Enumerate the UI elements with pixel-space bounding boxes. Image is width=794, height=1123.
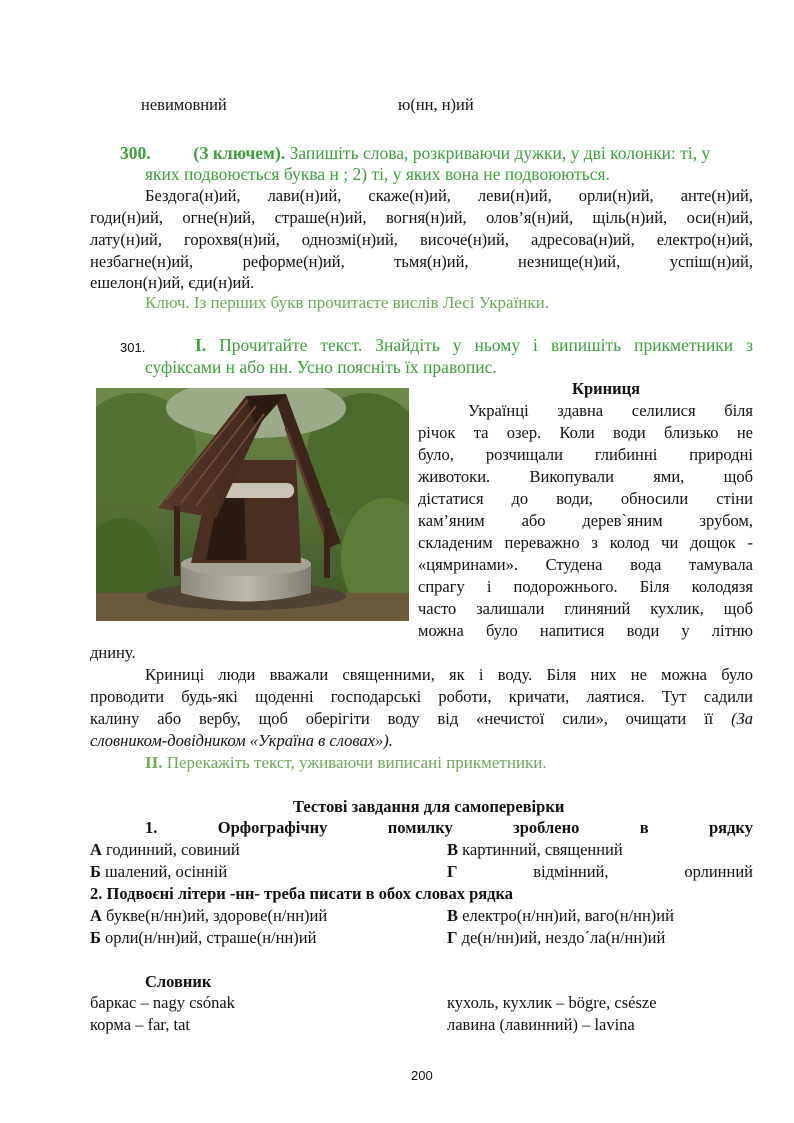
test-q1-option-g <box>447 862 753 882</box>
tests-title: Тестові завдання для самоперевірки <box>293 797 565 816</box>
word-nevymovnyi: невимовний <box>141 95 227 114</box>
test-q2-option-g-letter: Г <box>447 928 458 947</box>
glossary-entry-kukhol: кухоль, кухлик – bögre, csésze <box>447 993 657 1012</box>
test-q1-option-v-text: картинний, священний <box>462 840 623 859</box>
test-q2-option-b <box>90 928 430 948</box>
exercise-300-words-line3: лату(н)ий, горохвя(н)ий, однозмі(н)ий, височе(н)ий, адресова(н)ий, електро(н)ий, <box>90 230 753 249</box>
test-q1-word1: Орфографічну <box>217 818 328 837</box>
test-q1-option-b-letter: Б <box>90 862 101 881</box>
exercise-300-words-line5: ешелон(н)ий, єди(н)ий. <box>90 273 255 292</box>
text-p1-line11: можна було напитися води у літню <box>418 621 753 640</box>
exercise-300-words-line4: незбагне(н)ий, реформе(н)ий, тьмя(н)ий, незнище(н)ий, успіш(н)ий, <box>90 252 753 271</box>
text-p2-line2: проводити будь-які щоденні господарські роботи, кричати, лаятися. Тут садили <box>90 687 753 706</box>
text-p1-line5: дістатися до води, обносили стіни <box>418 489 753 508</box>
test-q2-option-a <box>90 906 430 926</box>
test-q2-option-v-text: електро(н/нн)ий, ваго(н/нн)ий <box>462 906 674 925</box>
text-p1-line7: складеним переважно з колод чи дощок - <box>418 533 753 552</box>
test-q1-option-v-letter: В <box>447 840 459 859</box>
exercise-300-number: 300. <box>120 143 151 163</box>
page-number: 200 <box>411 1068 433 1083</box>
exercise-301-task-line1 <box>195 335 753 356</box>
exercise-300-task-line2: яких подвоюється буква н ; 2) ті, у яких вона не подвоюються. <box>145 164 610 184</box>
text-p2-source: словником-довідником «Україна в словах»). <box>90 731 393 750</box>
exercise-301-number: 301. <box>120 340 146 355</box>
text-p1-line9: спрагу і подорожнього. Біля колодязя <box>418 577 753 596</box>
text-p1-line8: «цямринами». Студена вода тамувала <box>418 555 753 574</box>
text-p1-end: днину. <box>90 643 136 662</box>
test-q1-word3: зроблено <box>513 818 580 837</box>
glossary-entry-barkas: баркас – nagy csónak <box>90 993 235 1012</box>
text-p1-line10: часто залишали глиняний кухлик, щоб <box>418 599 753 618</box>
test-q1-word2: помилку <box>387 818 453 837</box>
text-p2-line3 <box>90 709 753 729</box>
text-p2-line1: Криниці люди вважали священними, як і воду. Біля них не можна було <box>145 665 753 684</box>
exercise-301-part2-label: ІІ. <box>145 753 163 772</box>
exercise-301-task1-text: Прочитайте текст. Знайдіть у ньому і випишіть прикметники з <box>219 335 753 355</box>
test-q1-word5: рядку <box>708 818 753 837</box>
text-p1-line1: Українці здавна селилися біля <box>468 401 753 420</box>
text-title-krynytsia: Криниця <box>572 379 641 398</box>
test-q1-word4: в <box>639 818 649 837</box>
test-q2-option-b-text: орли(н/нн)ий, страше(н/нн)ий <box>105 928 317 947</box>
test-q1 <box>145 818 753 838</box>
pattern-hint: ю(нн, н)ий <box>398 95 474 114</box>
exercise-300-key-label: (З ключем). <box>193 143 286 163</box>
text-p1-line4: животоки. Викопували ями, щоб <box>418 467 753 486</box>
test-q1-option-a <box>90 840 430 860</box>
test-q2-option-g-text: де(н/нн)ий, нездо´ла(н/нн)ий <box>461 928 666 947</box>
test-q2: 2. Подвоєні літери -нн- треба писати в обох словах рядка <box>90 884 514 903</box>
text-p2-source-open: (За <box>731 709 754 728</box>
glossary-entry-lavyna: лавина (лавинний) – lavina <box>447 1015 635 1034</box>
test-q2-option-b-letter: Б <box>90 928 101 947</box>
test-q1-option-a-letter: А <box>90 840 102 859</box>
test-q1-number: 1. <box>145 818 158 837</box>
test-q2-option-v <box>447 906 674 926</box>
exercise-301-part1-label: І. <box>195 335 207 355</box>
test-q2-option-v-letter: В <box>447 906 459 925</box>
test-q2-option-a-letter: А <box>90 906 102 925</box>
test-q1-option-g-word2: орлинний <box>684 862 753 881</box>
glossary-title: Словник <box>145 972 212 991</box>
exercise-300-words-line1: Бездога(н)ий, лави(н)ий, скаже(н)ий, леви(н)ий, орли(н)ий, анте(н)ий, <box>145 186 753 205</box>
test-q1-option-a-text: годинний, совиний <box>106 840 240 859</box>
text-p2-line3-main: калину або вербу, щоб оберігіти воду від «нечистої сили», очищати її <box>90 709 714 728</box>
text-p1-line2: річок та озер. Коли води близько не <box>418 423 753 442</box>
exercise-300-key-hint: Ключ. Із перших букв прочитаєте вислів Лесі Українки. <box>145 293 550 312</box>
exercise-300-words-line2: годи(н)ий, огне(н)ий, страше(н)ий, вогня(н)ий, олов’я(н)ий, щіль(н)ий, оси(н)ий, <box>90 208 753 227</box>
exercise-300-task-line1 <box>120 143 753 164</box>
exercise-301-task-line2: суфіксами н або нн. Усно поясніть їх правопис. <box>145 357 497 377</box>
test-q1-option-b <box>90 862 430 882</box>
exercise-301-part2-text: Перекажіть текст, уживаючи виписані прикметники. <box>166 753 547 772</box>
test-q2-option-a-text: букве(н/нн)ий, здорове(н/нн)ий <box>106 906 328 925</box>
test-q2-option-g <box>447 928 665 948</box>
glossary-entry-korma: корма – far, tat <box>90 1015 190 1034</box>
well-photo <box>96 388 409 621</box>
test-q1-option-v <box>447 840 623 860</box>
test-q1-option-g-word1: відмінний, <box>533 862 609 881</box>
test-q1-option-b-text: шалений, осінній <box>105 862 228 881</box>
exercise-300-task-text: Запишіть слова, розкриваючи дужки, у дві колонки: ті, у <box>289 143 711 163</box>
text-p1-line3: було, розчищали глибинні природні <box>418 445 753 464</box>
exercise-301-part2 <box>145 753 794 773</box>
text-p1-line6: кам’яним або дерев`яним зрубом, <box>418 511 753 530</box>
test-q1-option-g-letter: Г <box>447 862 458 881</box>
